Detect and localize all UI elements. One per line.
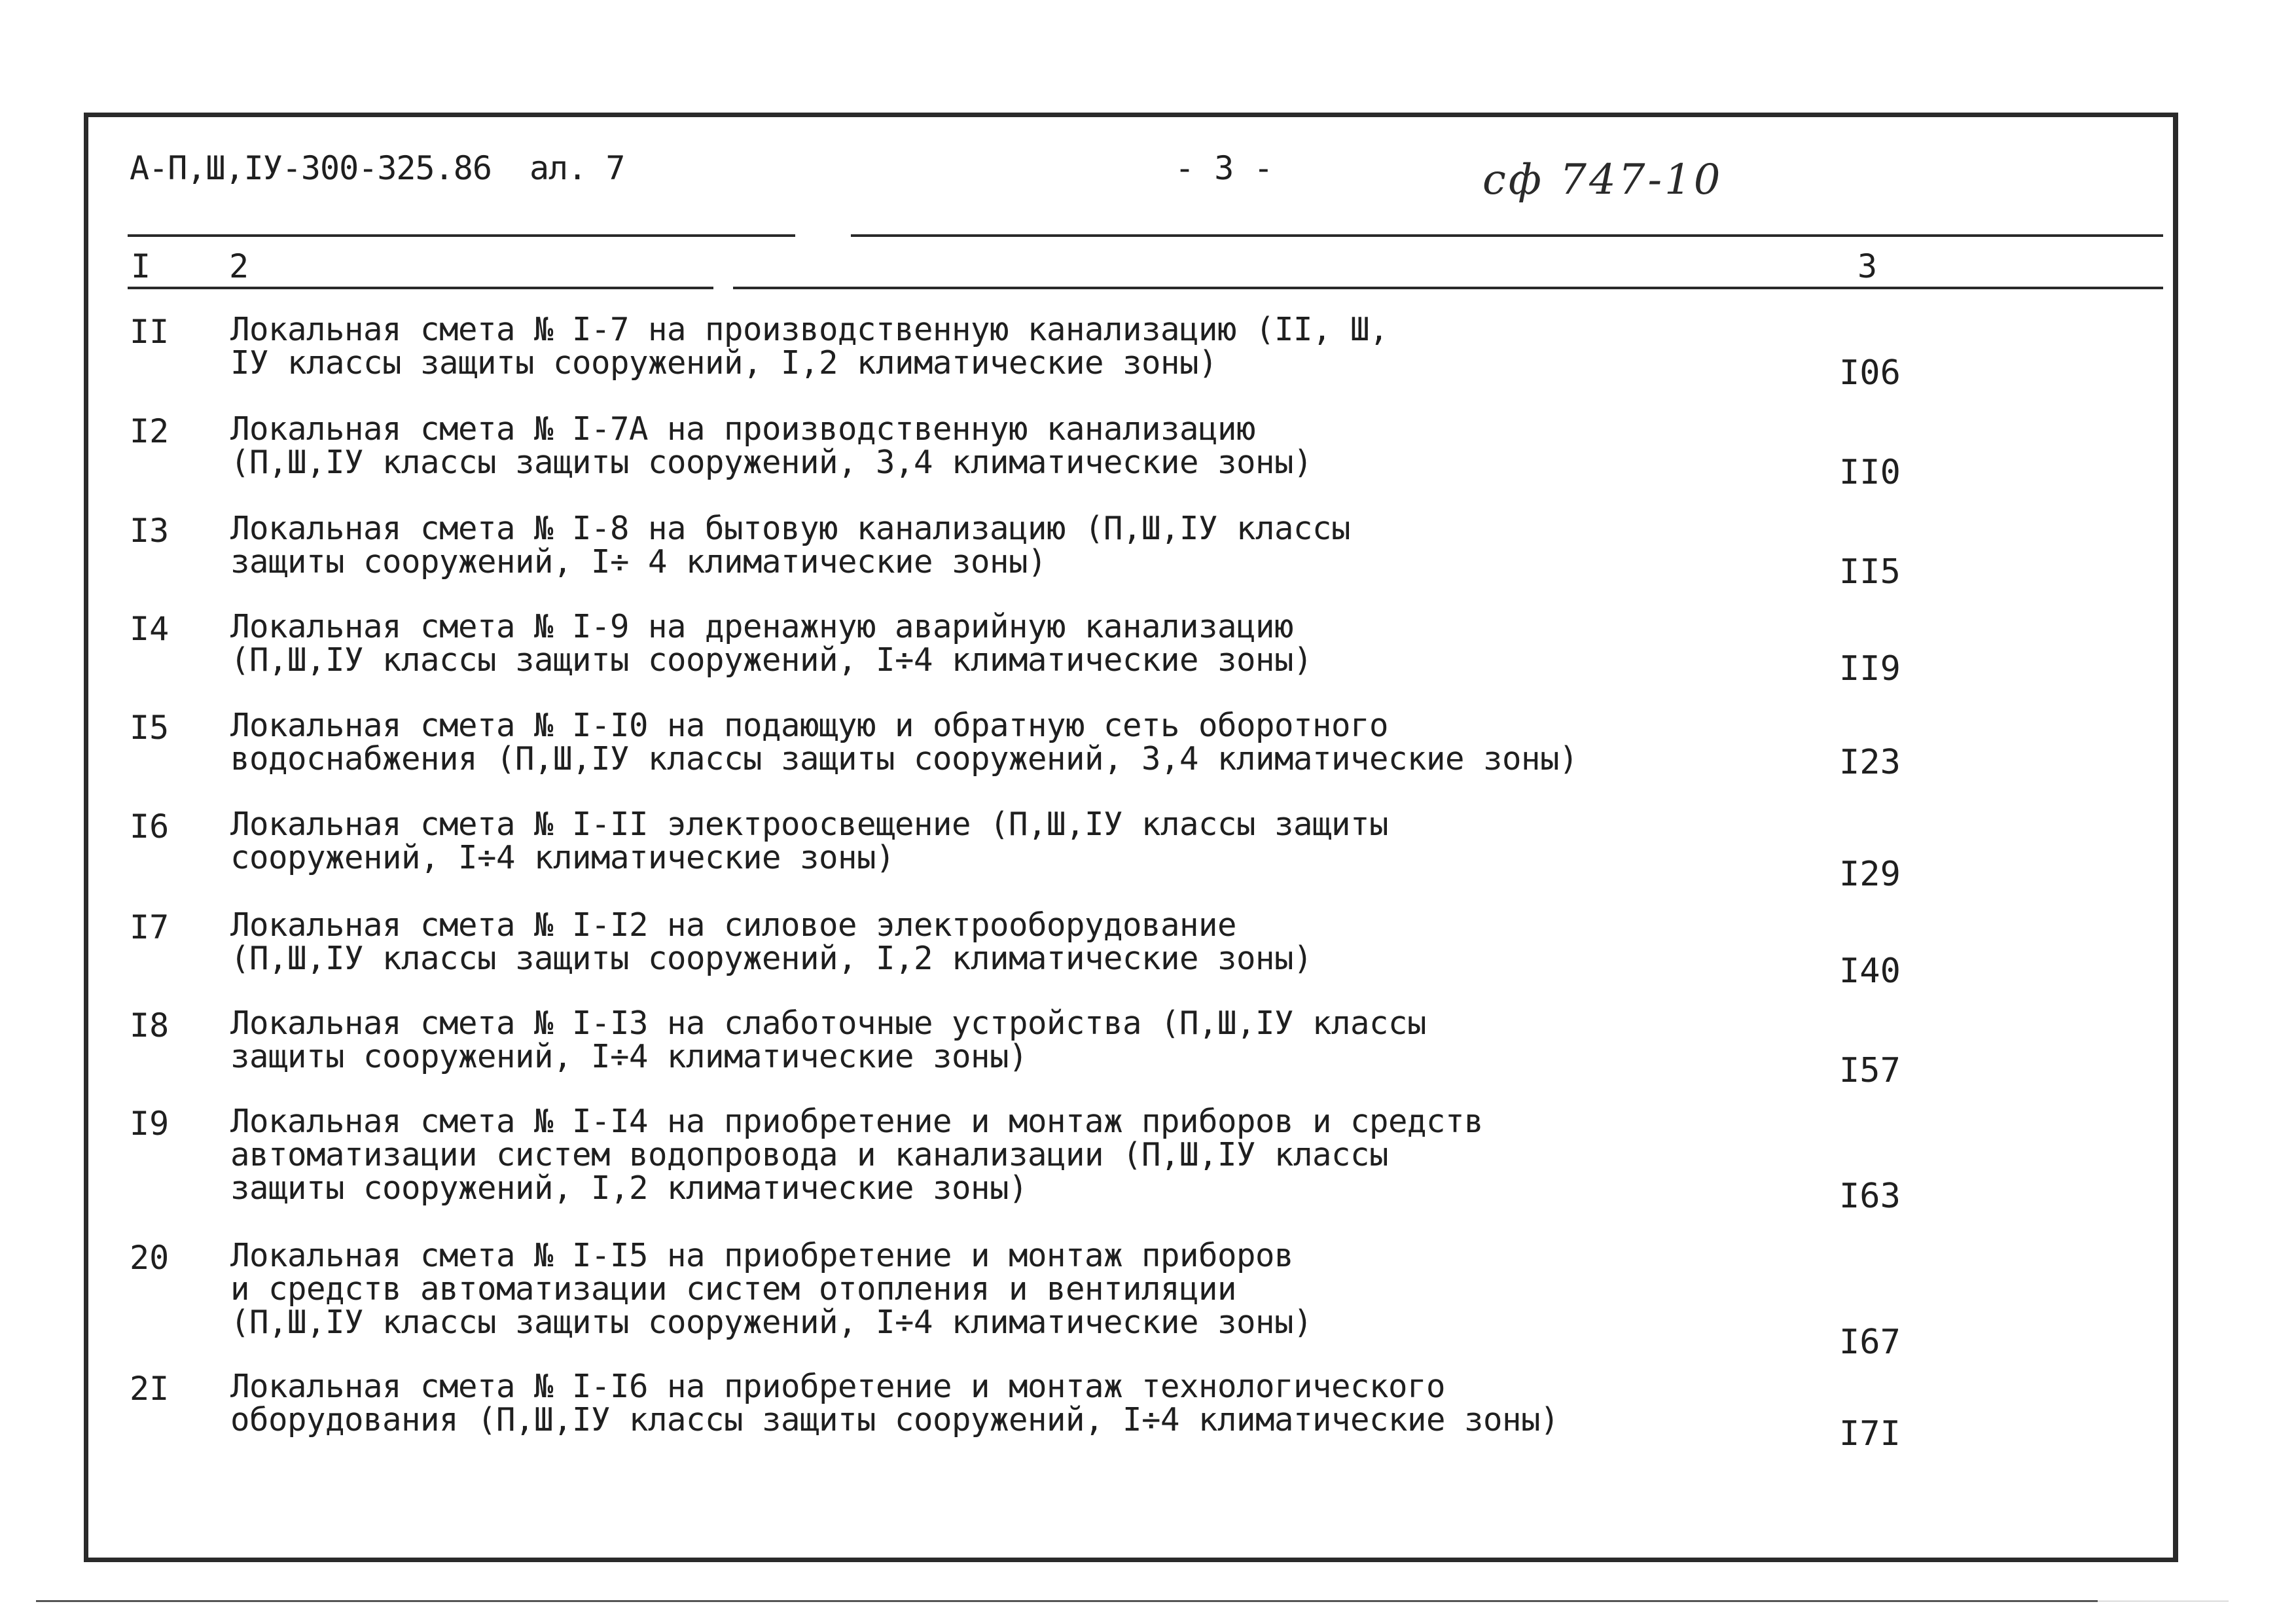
column-header-rule-left	[128, 287, 713, 289]
row-number: 2I	[130, 1370, 170, 1408]
row-number: I9	[130, 1105, 170, 1143]
row-description: Локальная смета № I-8 на бытовую канализацию (П,Ш,IУ классы защиты сооружений, I÷ 4 климатические зоны)	[230, 510, 1351, 580]
row-description: Локальная смета № I-7А на производственную канализацию (П,Ш,IУ классы защиты сооружений, 3,4 климатические зоны)	[230, 410, 1313, 481]
row-page: I67	[1839, 1323, 1901, 1362]
row-page: II9	[1839, 649, 1901, 688]
bottom-rule	[36, 1600, 2098, 1602]
document-code-text: А-П,Ш,IУ-300-325.86	[130, 149, 492, 187]
row-number: I6	[130, 808, 170, 846]
row-description: Локальная смета № I-II электроосвещение (П,Ш,IУ классы защиты сооружений, I÷4 климатические зоны)	[230, 806, 1389, 876]
row-number: I2	[130, 412, 170, 450]
header-rule-right	[851, 234, 2163, 237]
row-description: Локальная смета № I-7 на производственную канализацию (II, Ш, IУ классы защиты сооружений, I,2 климатические зоны)	[230, 311, 1389, 382]
row-page: I29	[1839, 855, 1901, 894]
row-description: Локальная смета № I-I4 на приобретение и монтаж приборов и средств автоматизации систем водопровода и канализации (П,Ш,IУ классы защиты сооружений, I,2 климатические зоны)	[230, 1103, 1484, 1207]
row-page: I63	[1839, 1177, 1901, 1216]
handwritten-mark: сф 747-10	[1482, 156, 1723, 204]
sheet-label: ал. 7	[529, 149, 625, 187]
row-number: I5	[130, 709, 170, 747]
row-description: Локальная смета № I-I0 на подающую и обратную сеть оборотного водоснабжения (П,Ш,IУ классы защиты сооружений, 3,4 климатические зоны)	[230, 707, 1579, 777]
row-page: I57	[1839, 1051, 1901, 1090]
row-number: I7	[130, 908, 170, 946]
row-page: I23	[1839, 743, 1901, 782]
row-description: Локальная смета № I-9 на дренажную аварийную канализацию (П,Ш,IУ классы защиты сооружений, I÷4 климатические зоны)	[230, 608, 1313, 679]
row-page: I40	[1839, 952, 1901, 991]
row-page: II0	[1839, 453, 1901, 492]
row-description: Локальная смета № I-I5 на приобретение и монтаж приборов и средств автоматизации систем отопления и вентиляции (П,Ш,IУ классы защиты сооружений, I÷4 климатические зоны)	[230, 1237, 1313, 1341]
row-number: I4	[130, 610, 170, 648]
row-number: I8	[130, 1007, 170, 1044]
column-header-2: 2	[229, 247, 249, 285]
column-header-3: 3	[1857, 247, 1878, 285]
document-code	[130, 149, 624, 187]
page-number: - 3 -	[1175, 149, 1274, 187]
column-header-rule-right	[733, 287, 2163, 289]
row-number: 20	[130, 1239, 170, 1277]
row-description: Локальная смета № I-I3 на слаботочные устройства (П,Ш,IУ классы защиты сооружений, I÷4 климатические зоны)	[230, 1005, 1427, 1075]
header-rule-left	[128, 234, 795, 237]
column-header-1: I	[131, 247, 151, 285]
row-description: Локальная смета № I-I6 на приобретение и монтаж технологического оборудования (П,Ш,IУ классы защиты сооружений, I÷4 климатические зоны)	[230, 1368, 1560, 1438]
row-page: II5	[1839, 552, 1901, 592]
row-description: Локальная смета № I-I2 на силовое электрооборудование (П,Ш,IУ классы защиты сооружений, I,2 климатические зоны)	[230, 906, 1313, 977]
row-page: I06	[1839, 353, 1901, 393]
row-number: I3	[130, 512, 170, 550]
row-page: I7I	[1839, 1414, 1901, 1454]
row-number: II	[130, 313, 170, 351]
